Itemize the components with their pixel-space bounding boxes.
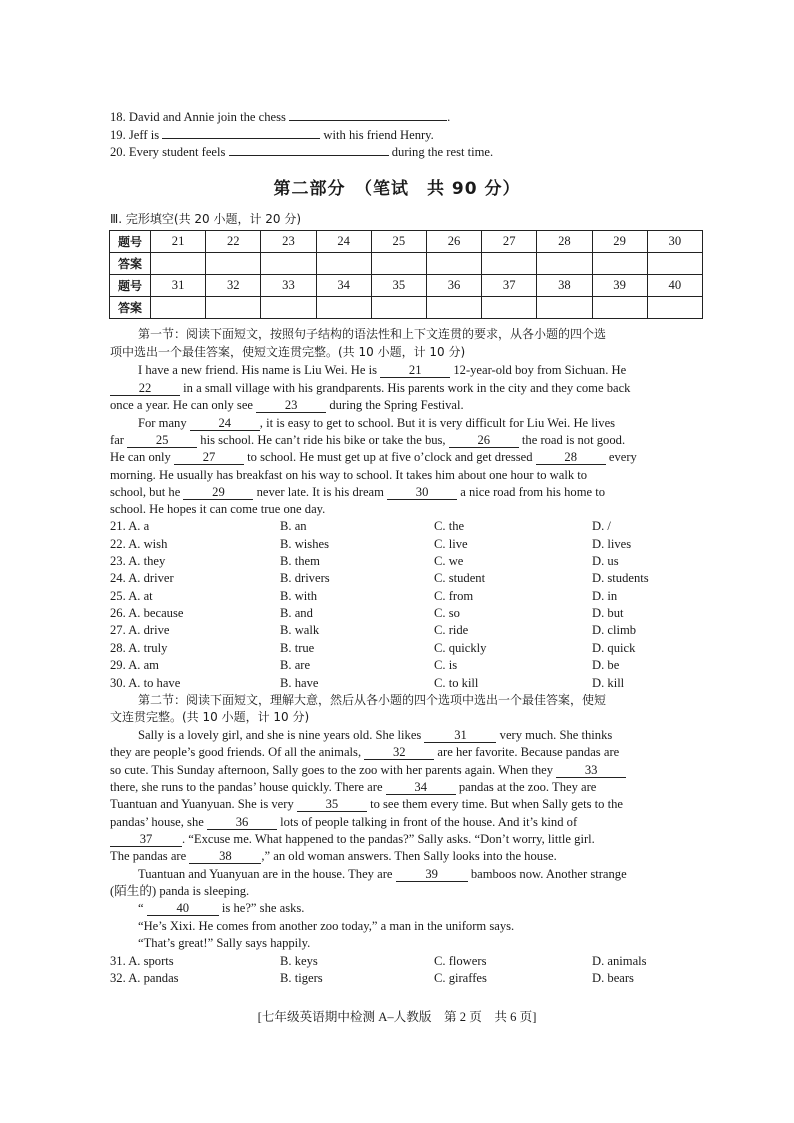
answer-cell[interactable] (261, 297, 316, 319)
option-22-b[interactable]: B. wishes (280, 537, 329, 551)
answer-row: 答案 (110, 297, 703, 319)
option-29-b[interactable]: B. are (280, 658, 311, 672)
passage2-line: Tuantuan and Yuanyuan are in the house. They are 39 bamboos now. Another strange (138, 867, 627, 881)
option-28-b[interactable]: B. true (280, 641, 315, 655)
passage1-line: For many 24 , it is easy to get to school. But it is very difficult for Liu Wei. He lives (138, 416, 616, 430)
option-21-a[interactable]: 21. A. a (110, 519, 150, 533)
blank-27[interactable]: 27 (174, 450, 244, 465)
option-26-b[interactable]: B. and (280, 606, 313, 620)
option-22-a[interactable]: 22. A. wish (110, 537, 168, 551)
option-28-d[interactable]: D. quick (592, 641, 636, 655)
blank-40[interactable]: 40 (147, 901, 219, 916)
option-26-a[interactable]: 26. A. because (110, 606, 184, 620)
answer-cell[interactable] (151, 253, 206, 275)
option-25-d[interactable]: D. in (592, 589, 618, 603)
passage2-line: 37 . “Excuse me. What happened to the pandas?” Sally asks. “Don’t worry, little girl. (110, 831, 595, 848)
option-23-b[interactable]: B. them (280, 554, 320, 568)
answer-cell[interactable] (537, 297, 592, 319)
passage1-line: school, but he 29 never late. It is his dream 30 a nice road from his home to (110, 485, 606, 499)
passage1-line: once a year. He can only see 23 during the Spring Festival. (110, 398, 464, 412)
passage1-line: I have a new friend. His name is Liu Wei. He is 21 12-year-old boy from Sichuan. He (138, 363, 627, 377)
blank-29[interactable]: 29 (183, 485, 253, 500)
option-24-a[interactable]: 24. A. driver (110, 571, 174, 585)
option-23-c[interactable]: C. we (434, 554, 464, 568)
passage2-line: (陌生的) panda is sleeping. (110, 884, 250, 898)
passage2-line: they are people’s good friends. Of all the animals, 32 are her favorite. Because pandas are (110, 745, 620, 759)
answer-cell[interactable] (371, 297, 426, 319)
passage2-line: “ 40 is he?” she asks. (138, 901, 305, 915)
passage1-line: 22 in a small village with his grandparents. His parents work in the city and they come back (110, 380, 630, 397)
question-number-row: 题号 21 22 23 24 25 26 27 28 29 30 (110, 231, 703, 253)
option-30-a[interactable]: 30. A. to have (110, 676, 181, 690)
answer-cell[interactable] (151, 297, 206, 319)
blank-38[interactable]: 38 (189, 849, 261, 864)
passage2-line: there, she runs to the pandas’ house quickly. There are 34 pandas at the zoo. They are (110, 780, 597, 794)
option-24-c[interactable]: C. student (434, 571, 486, 585)
passage1-line: He can only 27 to school. He must get up at five o’clock and get dressed 28 every (110, 450, 637, 464)
passage1-line: school. He hopes it can come true one day. (110, 502, 326, 516)
answer-cell[interactable] (537, 253, 592, 275)
answer-cell[interactable] (206, 253, 261, 275)
option-28-a[interactable]: 28. A. truly (110, 641, 168, 655)
page-footer: [七年级英语期中检测 A–人教版 第 2 页 共 6 页] (257, 1010, 537, 1024)
passage2-line: “He’s Xixi. He comes from another zoo today,” a man in the uniform says. (138, 919, 515, 933)
option-27-a[interactable]: 27. A. drive (110, 623, 170, 637)
option-24-d[interactable]: D. students (592, 571, 649, 585)
option-22-c[interactable]: C. live (434, 537, 468, 551)
blank-33[interactable]: 33 (556, 763, 626, 778)
passage2-line: “That’s great!” Sally says happily. (138, 936, 311, 950)
section1-instructions-cont: 项中选出一个最佳答案，使短文连贯完整。(共 10 小题，计 10 分) (110, 345, 466, 359)
answer-cell[interactable] (316, 253, 371, 275)
option-26-d[interactable]: D. but (592, 606, 624, 620)
blank-32[interactable]: 32 (364, 745, 434, 760)
option-23-a[interactable]: 23. A. they (110, 554, 166, 568)
option-31-a[interactable]: 31. A. sports (110, 954, 174, 968)
blank-34[interactable]: 34 (386, 780, 456, 795)
section2-instructions-cont: 文连贯完整。(共 10 小题，计 10 分) (110, 710, 310, 724)
blank-21[interactable]: 21 (380, 363, 450, 378)
passage1-line: far 25 his school. He can’t ride his bike or take the bus, 26 the road is not good. (110, 433, 626, 447)
option-27-b[interactable]: B. walk (280, 623, 320, 637)
answer-cell[interactable] (426, 297, 481, 319)
option-29-c[interactable]: C. is (434, 658, 458, 672)
question-19: 19. Jeff is with his friend Henry. (110, 128, 434, 142)
passage2-line: pandas’ house, she 36 lots of people talking in front of the house. And it’s kind of (110, 815, 578, 829)
option-21-c[interactable]: C. the (434, 519, 465, 533)
section2-instructions: 第二节：阅读下面短文，理解大意，然后从各小题的四个选项中选出一个最佳答案，使短 (138, 693, 607, 707)
answer-cell[interactable] (316, 297, 371, 319)
answer-cell[interactable] (592, 253, 647, 275)
answer-row: 答案 (110, 253, 703, 275)
answer-blank-18[interactable] (289, 108, 447, 121)
option-31-d[interactable]: D. animals (592, 954, 647, 968)
blank-39[interactable]: 39 (396, 867, 468, 882)
blank-28[interactable]: 28 (536, 450, 606, 465)
answer-blank-20[interactable] (229, 143, 389, 156)
option-25-b[interactable]: B. with (280, 589, 318, 603)
option-31-b[interactable]: B. keys (280, 954, 318, 968)
option-21-b[interactable]: B. an (280, 519, 307, 533)
answer-blank-19[interactable] (162, 126, 320, 139)
option-30-d[interactable]: D. kill (592, 676, 625, 690)
blank-31[interactable]: 31 (424, 728, 496, 743)
option-30-c[interactable]: C. to kill (434, 676, 479, 690)
option-32-c[interactable]: C. giraffes (434, 971, 487, 985)
blank-24[interactable]: 24 (190, 416, 260, 431)
option-32-b[interactable]: B. tigers (280, 971, 323, 985)
option-25-a[interactable]: 25. A. at (110, 589, 153, 603)
option-25-c[interactable]: C. from (434, 589, 474, 603)
blank-22[interactable]: 22 (110, 381, 180, 396)
blank-25[interactable]: 25 (127, 433, 197, 448)
answer-cell[interactable] (647, 297, 702, 319)
question-number-row: 题号 31 32 33 34 35 36 37 38 39 40 (110, 275, 703, 297)
option-28-c[interactable]: C. quickly (434, 641, 487, 655)
section3-heading: Ⅲ. 完形填空(共 20 小题，计 20 分) (110, 212, 302, 226)
option-26-c[interactable]: C. so (434, 606, 460, 620)
option-31-c[interactable]: C. flowers (434, 954, 487, 968)
answer-cell[interactable] (482, 253, 537, 275)
blank-26[interactable]: 26 (449, 433, 519, 448)
option-27-d[interactable]: D. climb (592, 623, 637, 637)
part2-title: 第二部分 （笔试 共 90 分） (273, 179, 521, 199)
answer-cell[interactable] (426, 253, 481, 275)
answer-cell[interactable] (371, 253, 426, 275)
option-29-a[interactable]: 29. A. am (110, 658, 159, 672)
section1-instructions: 第一节：阅读下面短文，按照句子结构的语法性和上下文连贯的要求，从各小题的四个选 (138, 327, 607, 341)
answer-table (109, 230, 703, 319)
blank-23[interactable]: 23 (256, 398, 326, 413)
question-20: 20. Every student feels during the rest time. (110, 145, 494, 159)
passage2-line: Tuantuan and Yuanyuan. She is very 35 to see them every time. But when Sally gets to the (110, 797, 623, 811)
option-32-d[interactable]: D. bears (592, 971, 634, 985)
blank-37[interactable]: 37 (110, 832, 182, 847)
blank-30[interactable]: 30 (387, 485, 457, 500)
question-18: 18. David and Annie join the chess . (110, 110, 451, 124)
answer-cell[interactable] (206, 297, 261, 319)
option-27-c[interactable]: C. ride (434, 623, 469, 637)
blank-35[interactable]: 35 (297, 797, 367, 812)
answer-cell[interactable] (647, 253, 702, 275)
answer-cell[interactable] (261, 253, 316, 275)
passage1-line: morning. He usually has breakfast on his way to school. It takes him about one hour to walk to (110, 468, 588, 482)
passage2-line: Sally is a lovely girl, and she is nine years old. She likes 31 very much. She thinks (138, 728, 613, 742)
option-22-d[interactable]: D. lives (592, 537, 632, 551)
option-23-d[interactable]: D. us (592, 554, 619, 568)
answer-cell[interactable] (482, 297, 537, 319)
option-32-a[interactable]: 32. A. pandas (110, 971, 179, 985)
option-29-d[interactable]: D. be (592, 658, 620, 672)
passage2-line: The pandas are 38 ,” an old woman answers. Then Sally looks into the house. (110, 849, 557, 863)
option-24-b[interactable]: B. drivers (280, 571, 330, 585)
option-30-b[interactable]: B. have (280, 676, 319, 690)
answer-cell[interactable] (592, 297, 647, 319)
passage2-line: so cute. This Sunday afternoon, Sally goes to the zoo with her parents again. When they 33 (110, 762, 626, 779)
option-21-d[interactable]: D. / (592, 519, 611, 533)
blank-36[interactable]: 36 (207, 815, 277, 830)
